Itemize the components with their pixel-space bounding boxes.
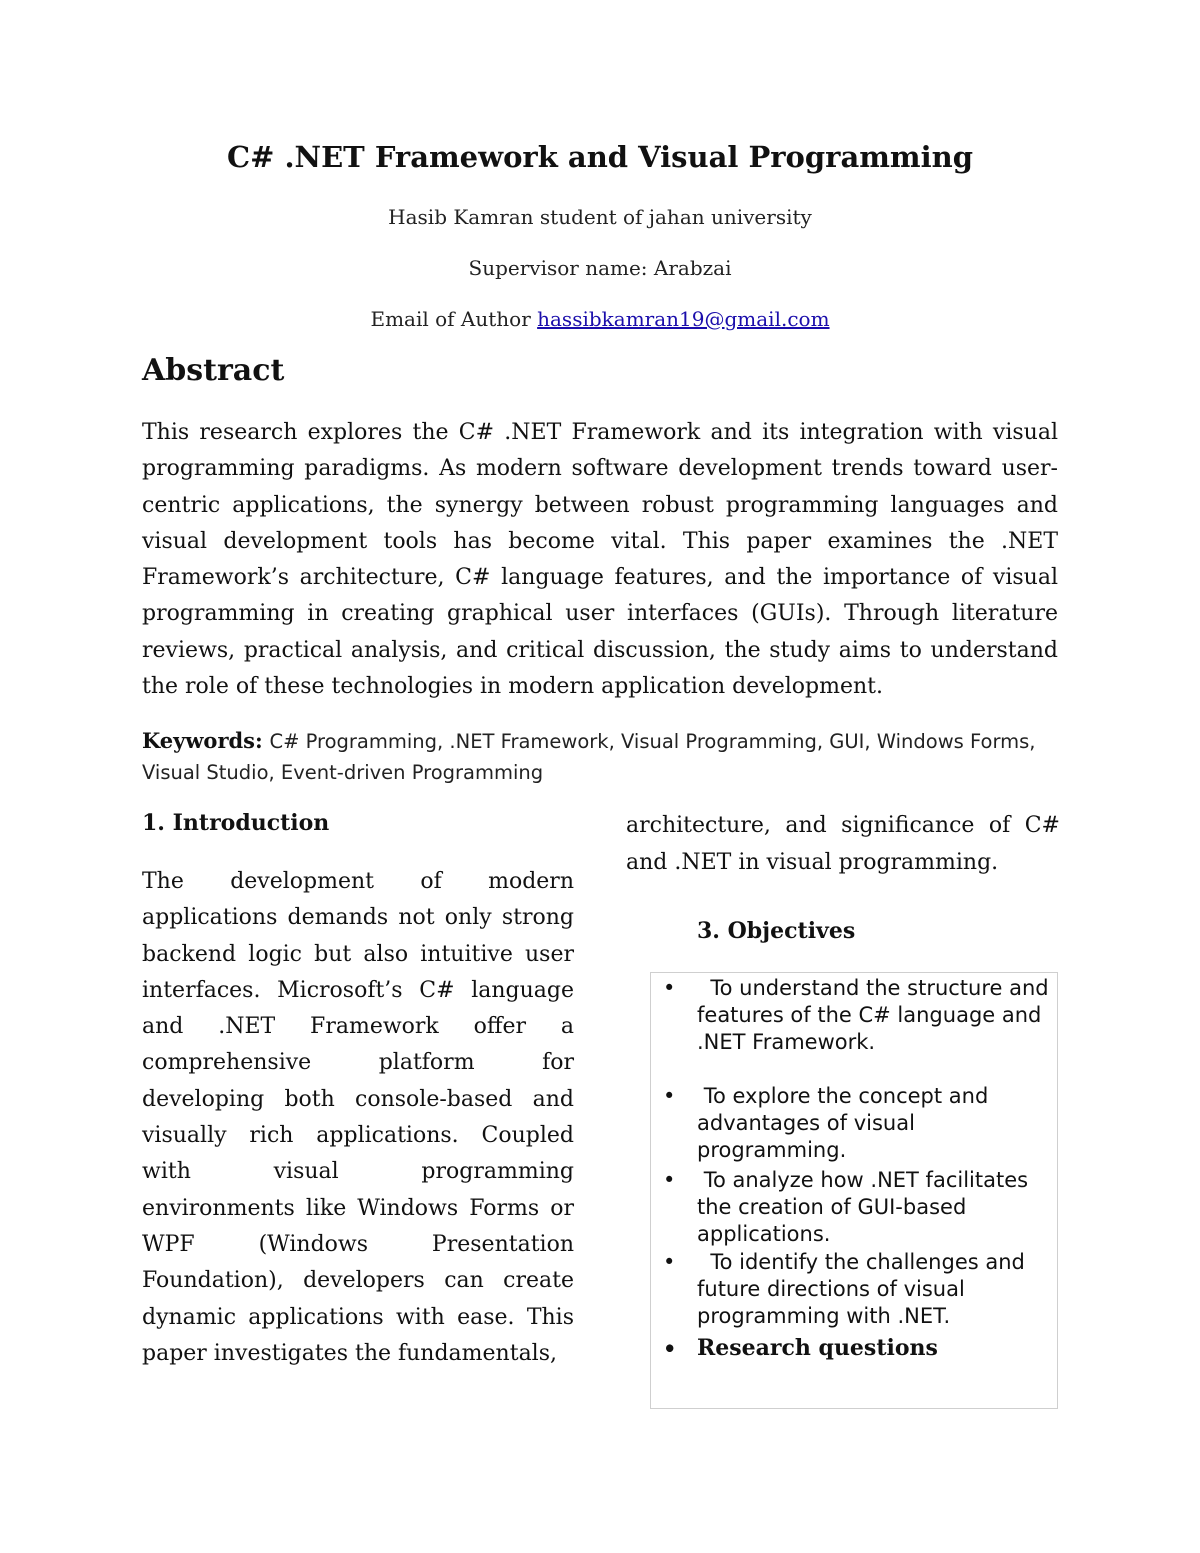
- objective-text: To analyze how .NET facilitates the creation of GUI-based applications.: [697, 1168, 1035, 1246]
- list-item: [663, 1249, 1053, 1330]
- abstract-heading: Abstract: [142, 353, 285, 388]
- objective-text: To explore the concept and advantages of visual programming.: [697, 1084, 995, 1162]
- bullet-icon: •: [663, 1336, 677, 1361]
- bullet-icon: •: [663, 1084, 676, 1108]
- objectives-heading: 3. Objectives: [697, 918, 856, 944]
- objectives-box: [650, 972, 1058, 1409]
- bullet-icon: •: [663, 976, 676, 1000]
- objective-text: To identify the challenges and future directions of visual programming with .NET.: [697, 1250, 1032, 1328]
- paper-title: C# .NET Framework and Visual Programming: [226, 140, 973, 174]
- keywords-label: Keywords:: [142, 728, 263, 753]
- email-label: Email of Author: [370, 307, 531, 331]
- research-questions-label: Research questions: [697, 1335, 938, 1361]
- email-line: [0, 307, 1200, 331]
- list-item: [663, 1335, 1053, 1362]
- abstract-text: This research explores the C# .NET Framework and its integration with visual programming paradigms. As modern software development trends toward user-centric applications, the synergy between robust programming languages and visual development tools has become vital. This paper examines the .NET Framework’s architecture, C# language features, and the importance of visual programming in creating graphical user interfaces (GUIs). Through literature reviews, practical analysis, and critical discussion, the study aims to understand the role of these technologies in modern application development.: [142, 420, 1058, 700]
- introduction-text: The development of modern applications demands not only strong backend logic but also intuitive user interfaces. Microsoft’s C# language and .NET Framework offer a comprehensive platform for developing both console-based and visually rich applications. Coupled with visual programming environments like Windows Forms or WPF (Windows Presentation Foundation), developers can create dynamic applications with ease. This paper investigates the fundamentals,: [142, 869, 574, 1366]
- keywords-text: C# Programming, .NET Framework, Visual Programming, GUI, Windows Forms, Visual Studio, Event-driven Programming: [142, 730, 1036, 784]
- list-item: [663, 1083, 1053, 1164]
- objective-text: To understand the structure and features of the C# language and .NET Framework.: [697, 976, 1056, 1054]
- email-link[interactable]: hassibkamran19@gmail.com: [537, 307, 830, 331]
- supervisor-line: Supervisor name: Arabzai: [468, 256, 732, 280]
- list-item: [663, 1167, 1053, 1248]
- list-item: [663, 975, 1056, 1056]
- bullet-icon: •: [663, 1250, 676, 1274]
- bullet-icon: •: [663, 1168, 676, 1192]
- author-line: Hasib Kamran student of jahan university: [388, 205, 812, 229]
- introduction-continuation: architecture, and significance of C# and .NET in visual programming.: [626, 813, 1060, 875]
- introduction-heading: 1. Introduction: [142, 810, 330, 836]
- keywords: [142, 726, 1058, 788]
